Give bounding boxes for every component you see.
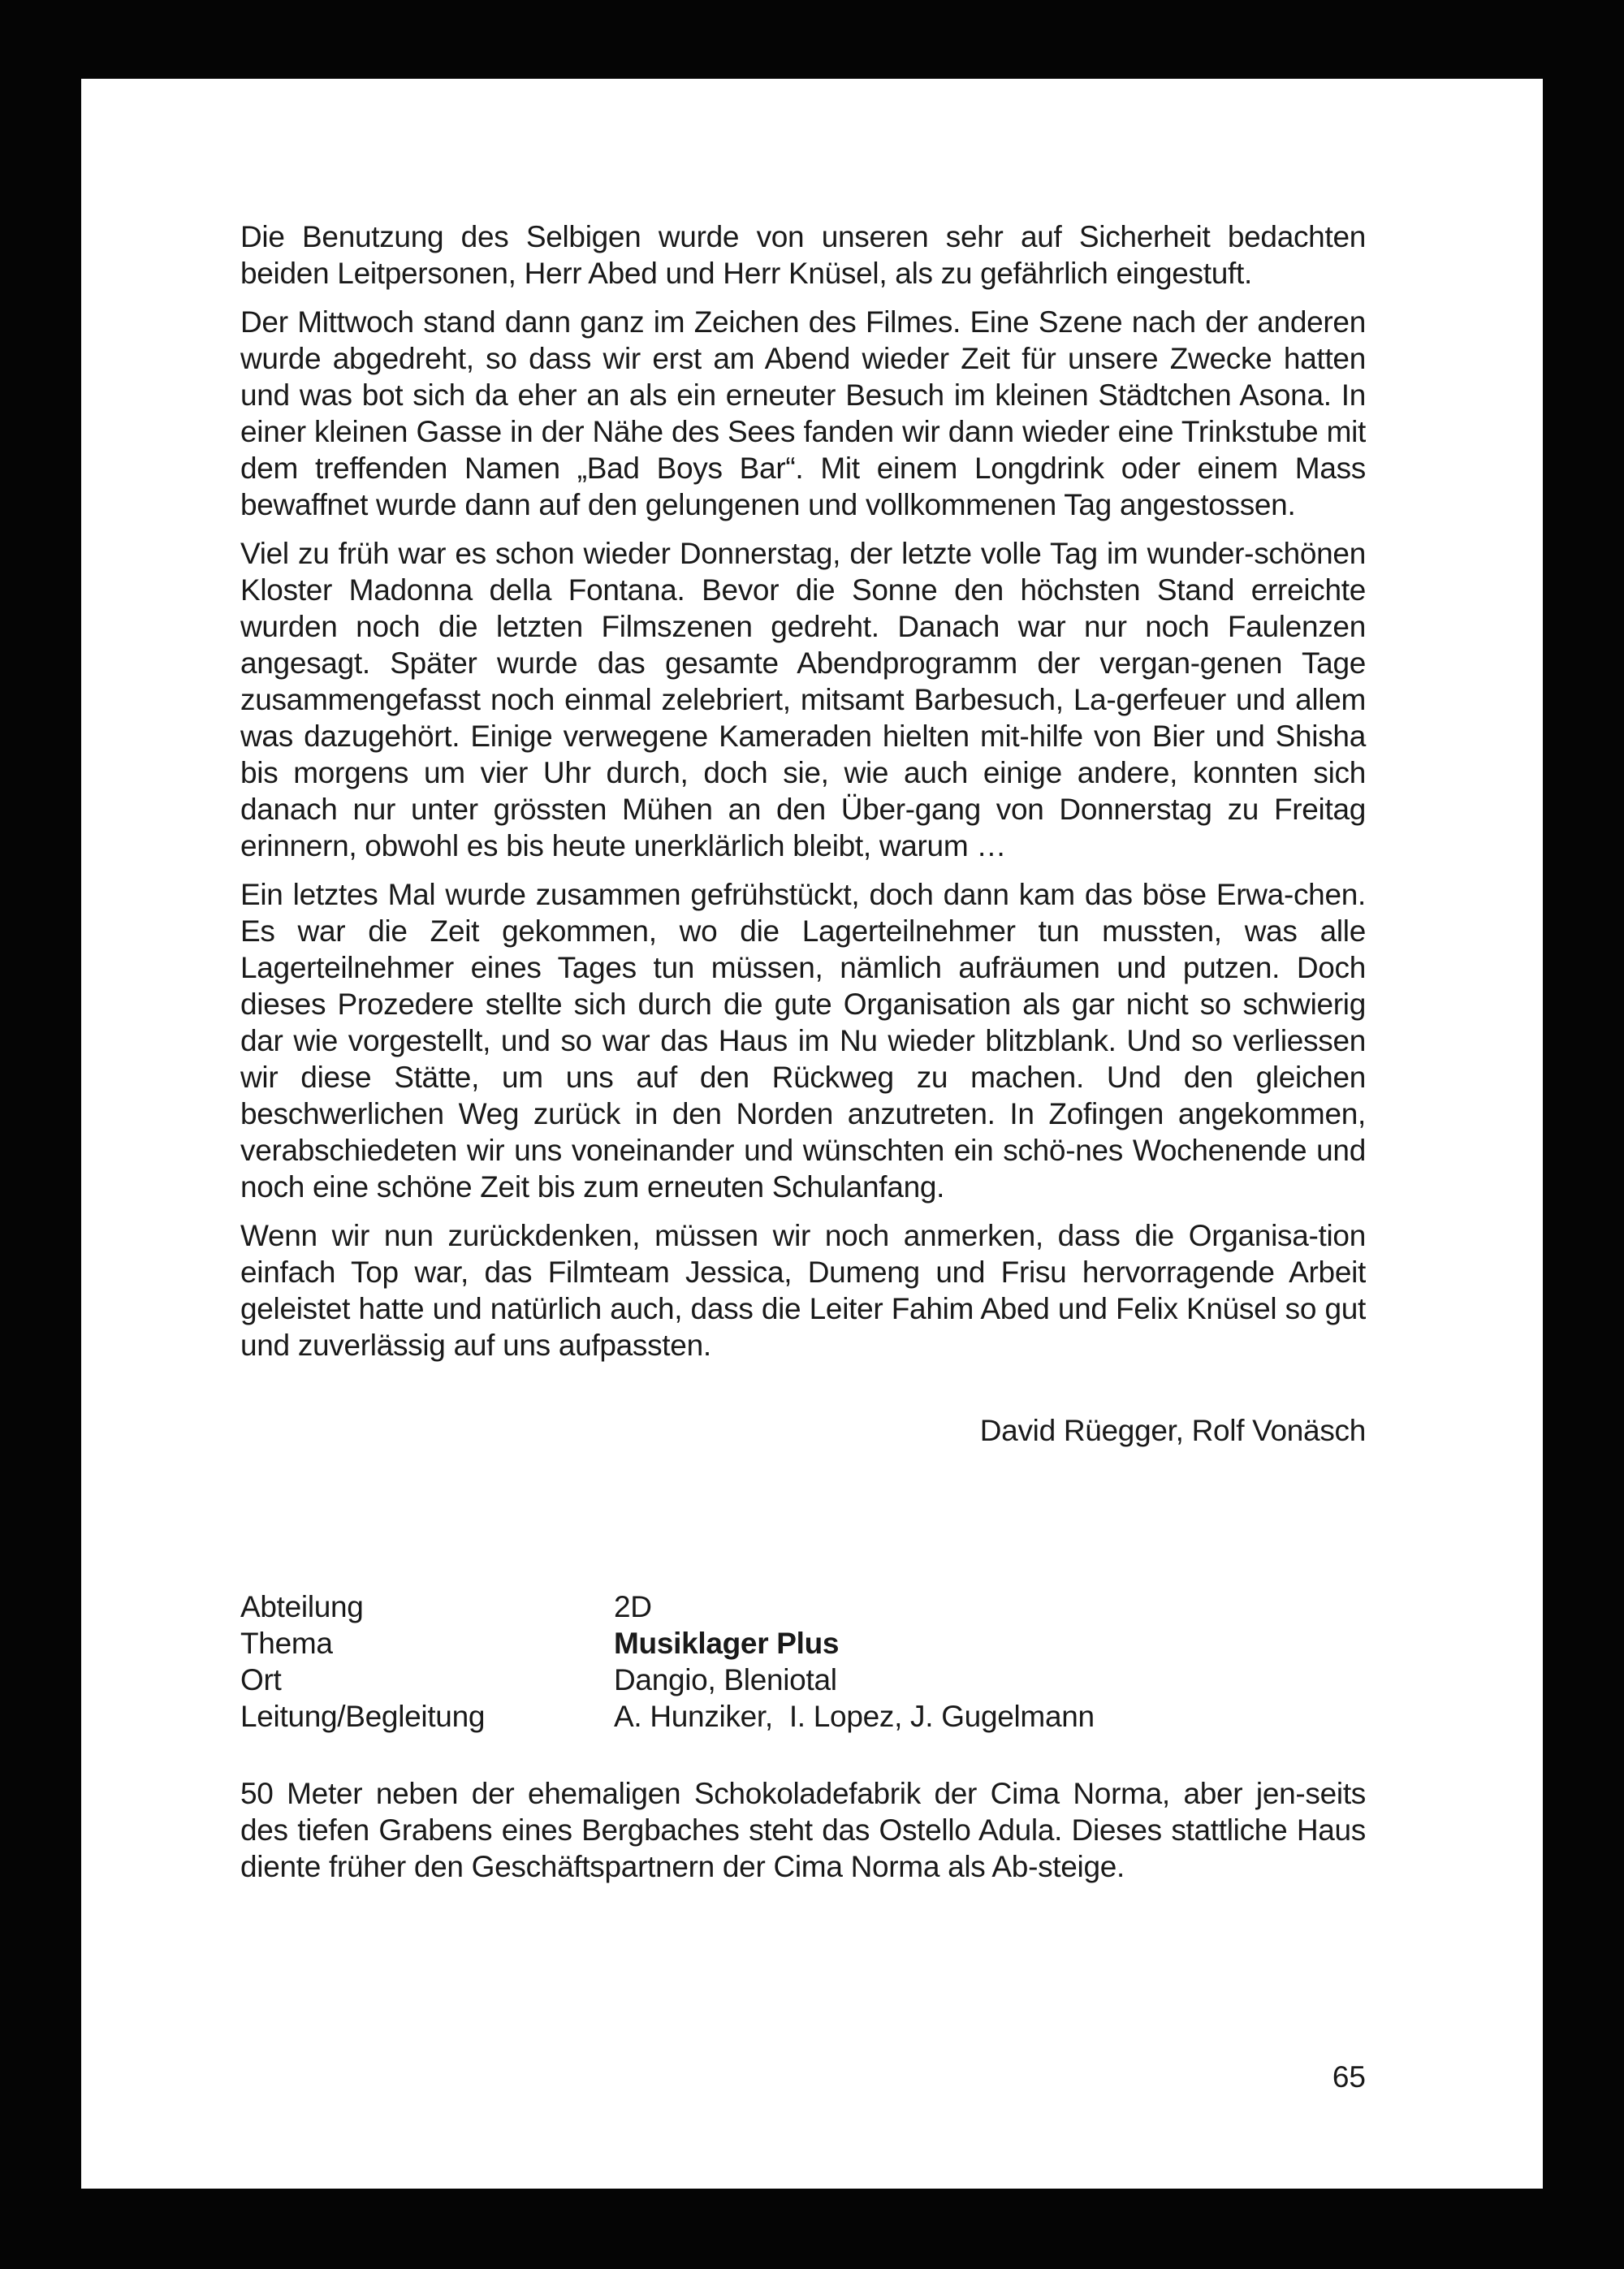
info-value-title: Musiklager Plus [614,1627,840,1660]
paragraph: Ein letztes Mal wurde zusammen gefrühstückt, doch dann kam das böse Erwa-chen. Es war die Zeit gekommen, wo die Lagerteilnehmer tun mussten, was alle Lagerteilnehmer eines Tages tun müssen, nämlich aufräumen und putzen. Doch dieses Prozedere stellte sich durch die gute Organisation als gar nicht so schwierig dar wie vorgestellt, und so war das Haus im Nu wieder blitzblank. Und so verliessen wir diese Stätte, um uns auf den Rückweg zu machen. Und den gleichen beschwerlichen Weg zurück in den Norden anzutreten. In Zofingen angekommen, verabschiedeten wir uns voneinander und wünschten ein schö-nes Wochenende und noch eine schöne Zeit bis zum erneuten Schulanfang. [240,878,1366,1204]
info-label: Leitung/Begleitung [240,1700,486,1733]
paragraph: Die Benutzung des Selbigen wurde von unseren sehr auf Sicherheit bedachten beiden Leitpersonen, Herr Abed und Herr Knüsel, als zu gefährlich eingestuft. [240,220,1366,290]
info-row-ort [240,1662,1095,1698]
info-label: Ort [240,1663,282,1696]
info-value: Dangio, Bleniotal [614,1663,837,1696]
document-page [81,79,1543,2189]
info-row-abteilung [240,1588,1095,1625]
info-value: A. Hunziker, I. Lopez, J. Gugelmann [614,1700,1095,1733]
info-row-leitung [240,1698,1095,1735]
paragraph: Wenn wir nun zurückdenken, müssen wir noch anmerken, dass die Organisa-tion einfach Top war, das Filmteam Jessica, Dumeng und Frisu hervorragende Arbeit geleistet hatte und natürlich auch, dass die Leiter Fahim Abed und Felix Knüsel so gut und zuverlässig auf uns aufpassten. [240,1219,1366,1362]
info-value: 2D [614,1590,652,1623]
paragraph: Viel zu früh war es schon wieder Donnerstag, der letzte volle Tag im wunder-schönen Kloster Madonna della Fontana. Bevor die Sonne den höchsten Stand erreichte wurden noch die letzten Filmszenen gedreht. Danach war nur noch Faulenzen angesagt. Später wurde das gesamte Abendprogramm der vergan-genen Tage zusammengefasst noch einmal zelebriert, mitsamt Barbesuch, La-gerfeuer und allem was dazugehört. Einige verwegene Kameraden hielten mit-hilfe von Bier und Shisha bis morgens um vier Uhr durch, doch sie, wie auch einige andere, konnten sich danach nur unter grössten Mühen an den Über-gang von Donnerstag zu Freitag erinnern, obwohl es bis heute unerklärlich bleibt, warum … [240,537,1366,862]
page-number: 65 [1332,2060,1366,2094]
camp-intro-paragraph: 50 Meter neben der ehemaligen Schokoladefabrik der Cima Norma, aber jen-seits des tiefen Grabens eines Bergbaches steht das Ostello Adula. Dieses stattliche Haus diente früher den Geschäftspartnern der Cima Norma als Ab-steige. [240,1777,1366,1883]
camp-info-table [240,1588,1095,1735]
author-signature: David Rüegger, Rolf Vonäsch [979,1414,1366,1447]
info-row-thema [240,1625,1095,1662]
paragraph: Der Mittwoch stand dann ganz im Zeichen des Filmes. Eine Szene nach der anderen wurde abgedreht, so dass wir erst am Abend wieder Zeit für unsere Zwecke hatten und was bot sich da eher an als ein erneuter Besuch im kleinen Städtchen Asona. In einer kleinen Gasse in der Nähe des Sees fanden wir dann wieder eine Trinkstube mit dem treffenden Namen „Bad Boys Bar“. Mit einem Longdrink oder einem Mass bewaffnet wurde dann auf den gelungenen und vollkommenen Tag angestossen. [240,305,1366,521]
page-content [240,218,1366,1897]
info-label: Abteilung [240,1590,364,1623]
info-label: Thema [240,1627,333,1660]
